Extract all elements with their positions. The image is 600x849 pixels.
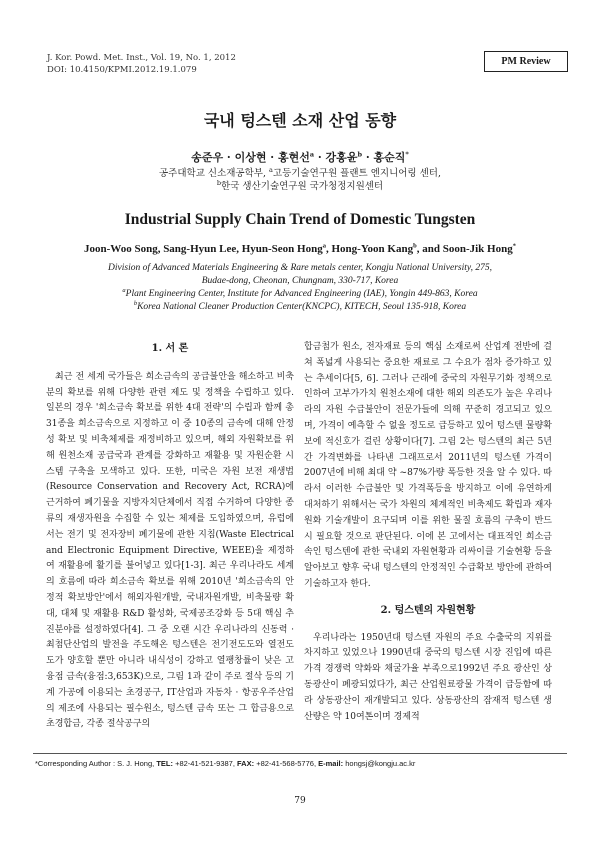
author-sup: b <box>413 242 417 250</box>
tel-label: TEL: <box>156 759 173 768</box>
journal-info <box>47 52 236 76</box>
author-sup: a <box>322 242 326 250</box>
journal-citation: J. Kor. Powd. Met. Inst., Vol. 19, No. 1, 2012 <box>47 53 236 63</box>
author-text: · 홍순직 <box>361 151 406 164</box>
korean-authors <box>0 149 600 165</box>
email-label: E-mail: <box>318 759 344 768</box>
affiliation-text: 공주대학교 신소재공학부, <box>159 168 270 179</box>
affiliation-line <box>0 180 600 193</box>
footnote-divider <box>33 753 567 754</box>
affiliation-sup: b <box>133 299 138 307</box>
author-sup: * <box>512 242 516 250</box>
english-title: Industrial Supply Chain Trend of Domestic Tungsten <box>124 211 476 228</box>
email-value: hongsj@kongju.ac.kr <box>343 759 416 768</box>
affiliation-text: Korea National Cleaner Production Center(KNCPC), KITECH, Seoul 135-918, Korea <box>137 302 467 312</box>
affiliation-sup: a <box>122 286 126 294</box>
left-column <box>46 340 294 733</box>
body-paragraph: 최근 전 세계 국가들은 희소금속의 공급불안을 해소하고 비축 분의 확보를 위해 다양한 관련 제도 및 정책을 수립하고 있다. 일본의 경우 '희소금속 확보를 위한 4대 전략'의 수립과 함께 총 31종을 희소금속으로 지정하고 이 중 10종의 금속에 대해 안정성 확보 및 비축체제를 재정비하고 있으며, 해외 자원확보를 위해 원천소재 공급국과 관계를 강화하고 재활용 및 자원순환 시스템 구축을 모색하고 있다. 또한, 미국은 자원 보전 재생법(Resource Conservation and Recovery Act, RCRA)에 근거하여 폐기물을 지방자치단체에서 직접 수거하여 다양한 종류의 재생자원을 수집할 수 있는 체제를 도입하였으며, 유럽에서는 전기 및 전자장비 폐기물에 관한 지침(Waste Electrical and Electronic Equipment Directive, WEEE)을 제정하여 재활용에 활기를 불어넣고 있다[1-3]. 최근 우리나라도 세계의 흐름에 따라 희소금속 확보를 위해 2010년 '희소금속의 안정적 확보방안'에서 해외자원개발, 국내자원개발, 비축물량 확대, 대체 및 재활용 R&D 활성화, 국제공조강화 등 5대 핵심 추진분야를 설정하였다[4]. 그 중 오랜 시간 우리나라의 신동력 · 최첨단산업의 발전을 주도해온 텅스텐은 전기전도도와 열전도도가 양호할 뿐만 아니라 내식성이 강하고 열팽창률이 낮은 고융점 금속(융점:3,653K)으로, 그림 1과 같이 주로 절삭 등의 기계 가공에 이용되는 초경공구, IT산업과 자동차 · 항공우주산업의 제조에 사용되는 필수원소, 텅스텐 금속 또는 그 합금용으로 초경합금, 각종 절삭공구의 <box>46 371 294 730</box>
section-heading-introduction: 1. 서 론 <box>151 343 189 354</box>
author-sup: * <box>405 150 409 159</box>
korean-title: 국내 텅스텐 소재 산업 동향 <box>203 111 397 130</box>
korean-affiliations <box>0 167 600 193</box>
affiliation-sup: b <box>216 178 222 187</box>
author-text: , and Soon-Jik Hong <box>416 243 513 255</box>
tel-value: +82-41-521-9387, <box>173 759 238 768</box>
fax-value: +82-41-568-5776, <box>254 759 319 768</box>
corresponding-author-footnote <box>35 759 415 768</box>
author-text: Joon-Woo Song, Sang-Hyun Lee, Hyun-Seon Hong <box>84 243 323 255</box>
author-text: · 강홍윤 <box>314 151 358 164</box>
footnote-label: *Corresponding Author : S. J. Hong, <box>35 759 157 768</box>
author-text: , Hong-Yoon Kang <box>325 243 414 255</box>
affiliation-line: Division of Advanced Materials Engineering & Rare metals center, Kongju National University, 275, <box>108 263 492 273</box>
fax-label: FAX: <box>237 759 255 768</box>
affiliation-line: Budae-dong, Cheonan, Chungnam, 330-717, Korea <box>201 276 399 286</box>
english-affiliations <box>0 262 600 314</box>
affiliation-text: 고등기술연구원 플랜트 엔지니어링 센터, <box>272 168 441 179</box>
affiliation-text: Plant Engineering Center, Institute for Advanced Engineering (IAE), Yongin 449-863, Korea <box>125 289 478 299</box>
author-text: 송준우 · 이상현 · 홍현선 <box>191 151 310 164</box>
page-number: 79 <box>294 796 306 806</box>
right-column <box>304 340 552 725</box>
affiliation-line <box>0 167 600 180</box>
affiliation-sup: a <box>269 165 273 174</box>
section-heading-resources: 2. 텅스텐의 자원현황 <box>380 604 476 616</box>
journal-doi: DOI: 10.4150/KPMI.2012.19.1.079 <box>47 65 197 75</box>
affiliation-text: 한국 생산기술연구원 국가청정지원센터 <box>221 181 384 192</box>
body-paragraph: 우리나라는 1950년대 텅스텐 자원의 주요 수출국의 지위를 차지하고 있었으나 1990년대 중국의 텅스텐 시장 진입에 따른 가격 경쟁력 약화와 채굴가율 부족으로1992년 주요 광산인 상동광산이 폐광되었다가, 최근 산업원료광물 가격이 급등함에 따라 상동광산이 재개발되고 있다. 상동광산의 잠재적 텅스텐 생산량은 약 10여톤이며 경제적 <box>304 632 552 722</box>
affiliation-line <box>0 301 600 314</box>
affiliation-line <box>0 288 600 301</box>
body-paragraph: 합금첨가 원소, 전자재료 등의 핵심 소재로써 산업계 전반에 걸쳐 폭넓게 사용되는 중요한 재료로 그 수요가 점차 증가하고 있는 추세이다[5, 6]. 그러나 근래에 중국의 자원무기화 정책으로 인하여 고부가가치 원천소재에 대한 해외 의존도가 높은 우리나라의 자원 수급불안이 전문가들에 의해 꾸준히 경고되고 있으며, 가격이 예측할 수 없을 정도로 급등하고 있어 텅스텐 물량확보에 적신호가 걸린 상황이다[7]. 그림 2는 텅스텐의 최근 5년간 가격변화를 나타낸 그래프로서 2011년의 텅스텐 가격이 2007년에 비해 최대 약 ~87%가량 폭등한 것을 알 수 있다. 따라서 이러한 수급불안 및 가격폭등을 방지하고 이에 유연하게 대처하기 위해서는 국가 차원의 체계적인 비축제도 확립과 재자원화 기술개발이 요구되며 이를 위한 물질 흐름의 구축이 반드시 필요할 것으로 판단된다. 이에 본 고에서는 대표적인 희소금속인 텅스텐에 관한 국내외 자원현황과 리싸이클 기술현황 등을 알아보고 향후 국내 텅스텐의 안정적인 수급확보 방안에 관하여 기술하고자 한다. <box>304 342 552 589</box>
english-authors <box>0 243 600 255</box>
author-sup: b <box>357 150 362 159</box>
author-sup: a <box>309 150 315 159</box>
pm-review-badge: PM Review <box>484 51 568 72</box>
